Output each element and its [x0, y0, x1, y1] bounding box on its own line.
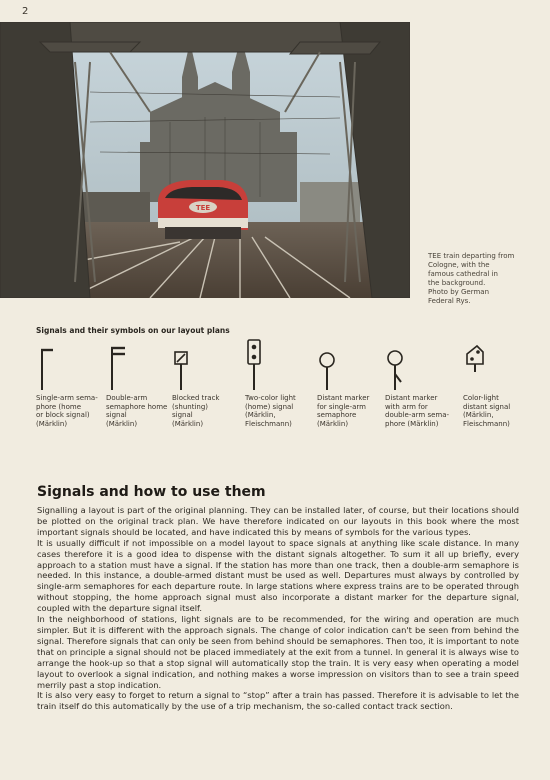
signal-label: Single-arm sema- phore (home or block signal) (Märklin): [36, 394, 98, 428]
distant-marker-single-icon: [317, 338, 347, 392]
signal-label: Color-light distant signal (Märklin, Fleischmann): [463, 394, 511, 428]
signal-label: Blocked track (shunting) signal (Märklin): [172, 394, 220, 428]
article-title: Signals and how to use them: [37, 484, 266, 500]
photo-illustration: [0, 22, 410, 298]
signal-distant-marker-double: [385, 338, 455, 428]
article-paragraph: In the neighborhood of stations, light signals are to be recommended, for the wiring and operation are much simpler. But it is different with the approach signals. The change of color indication can't be seen from behind the signal. Therefore signals that can only be seen from behind should be semaphores. Then too, it is important to note that on principle a signal should not be placed immediately at the exit from a tunnel. In general it is always wise to arrange the hook-up so that a stop signal will automatically stop the train. It is very easy when operating a model layout to overlook a signal indication, and nothing makes a worse impression on visitors than to see a train speed merrily past a stop indication.: [37, 614, 519, 690]
page-number: 2: [22, 6, 29, 17]
distant-marker-double-icon: [385, 338, 415, 392]
photo-caption: TEE train departing from Cologne, with the famous cathedral in the background. Photo by German Federal Rys.: [428, 252, 515, 305]
article-paragraph: Signalling a layout is part of the original planning. They can be installed later, of course, but their locations should be plotted on the original track plan. We have therefore indicated on our layouts in this book where the most important signals should be located, and have indicated this by means of symbols for the various types.: [37, 505, 519, 537]
article-paragraph: It is also very easy to forget to return a signal to “stop” after a train has passed. Therefore it is advisable to let the train itself do this automatically by the use of a trip mechanism, the so-called contact track section.: [37, 690, 519, 712]
signal-label: Distant marker with arm for double-arm sema- phore (Märklin): [385, 394, 450, 428]
signal-label: Double-arm semaphore home signal (Märklin): [106, 394, 168, 428]
signal-distant-marker-single: [317, 338, 387, 428]
double-arm-semaphore-icon: [106, 338, 136, 392]
article-paragraph: It is usually difficult if not impossible on a model layout to space signals at anything like scale distance. In many cases therefore it is a good idea to dispense with the distant signals altogether. To sum it all up briefly, every approach to a station must have a signal. If the station has more than one track, then a double-arm semaphore is needed. In this instance, a double-armed distant must be used as well. Departures must always by controlled by single-arm semaphores for each departure route. In large stations where express trains are to be operated through without stopping, the home approach signal must also incorporate a distant marker for the departure signal, coupled with the departure signal itself.: [37, 537, 519, 614]
signals-section-title: Signals and their symbols on our layout plans: [36, 326, 230, 335]
blocked-track-signal-icon: [172, 338, 202, 392]
signal-color-light-distant: [463, 338, 533, 428]
signal-label: Distant marker for single-arm semaphore (Märklin): [317, 394, 370, 428]
color-light-distant-signal-icon: [463, 338, 493, 392]
signal-label: Two-color light (home) signal (Märklin, Fleischmann): [245, 394, 296, 428]
signal-two-color-light: [245, 338, 315, 428]
single-arm-semaphore-icon: [36, 338, 66, 392]
signal-blocked-track: [172, 338, 242, 428]
tee-train-photo: [0, 22, 410, 298]
signal-single-arm-semaphore: [36, 338, 106, 428]
signal-double-arm-semaphore: [106, 338, 176, 428]
two-color-light-signal-icon: [245, 338, 275, 392]
train-logo: TEE: [195, 204, 211, 212]
article-body: [37, 505, 519, 712]
